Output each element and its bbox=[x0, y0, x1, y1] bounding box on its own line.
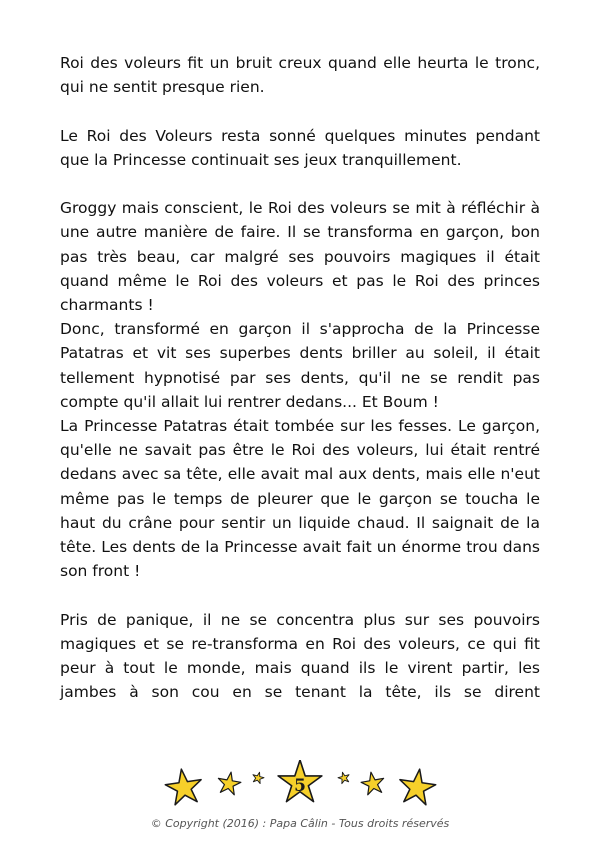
paragraph-2: Le Roi des Voleurs resta sonné quelques minutes pendant que la Princesse continuait ses jeux tranquillement. bbox=[60, 126, 540, 169]
star-icon bbox=[163, 767, 204, 806]
page-number: 5 bbox=[294, 776, 306, 796]
star-icon bbox=[251, 771, 265, 784]
paragraph-3: Groggy mais conscient, le Roi des voleurs se mit à réfléchir à une autre manière de faire. Il se transforma en garçon, bon pas très beau, car malgré ses pouvoirs magiques il était quand même le Roi des voleurs et pas le Roi des princes charmants ! bbox=[60, 199, 540, 314]
paragraph-1: Roi des voleurs fit un bruit creux quand elle heurta le tronc, qui ne sentit presque rien. bbox=[60, 54, 540, 97]
paragraph-4: Donc, transformé en garçon il s'approcha de la Princesse Patatras et vit ses superbes dents briller au soleil, il était tellement hypnotisé par ses dents, qu'il ne se rendit pas compte qu'il allait lui rentrer dedans... Et Boum ! bbox=[60, 320, 540, 411]
copyright-notice: © Copyright (2016) : Papa Câlin - Tous droits réservés bbox=[150, 817, 450, 830]
star-icon bbox=[397, 767, 438, 806]
story-text bbox=[60, 51, 540, 704]
star-icon bbox=[360, 770, 386, 795]
paragraph-6: Pris de panique, il ne se concentra plus sur ses pouvoirs magiques et se re-transforma en Roi des voleurs, ce qui fit peur à tout le monde, mais quand ils le virent partir, les jambes à son cou en se tenant la tête, ils se dirent bbox=[60, 610, 540, 702]
star-icon bbox=[337, 771, 351, 784]
star-decoration bbox=[0, 760, 600, 820]
star-icon bbox=[216, 770, 242, 795]
paragraph-5: La Princesse Patatras était tombée sur les fesses. Le garçon, qu'elle ne savait pas être le Roi des voleurs, lui était rentré dedans avec sa tête, elle avait mal aux dents, mais elle n'eut même pas le temps de pleurer que le garçon se toucha le haut du crâne pour sentir un liquide chaud. Il saignait de la tête. Les dents de la Princesse avait fait un énorme trou dans son front ! bbox=[60, 417, 540, 581]
